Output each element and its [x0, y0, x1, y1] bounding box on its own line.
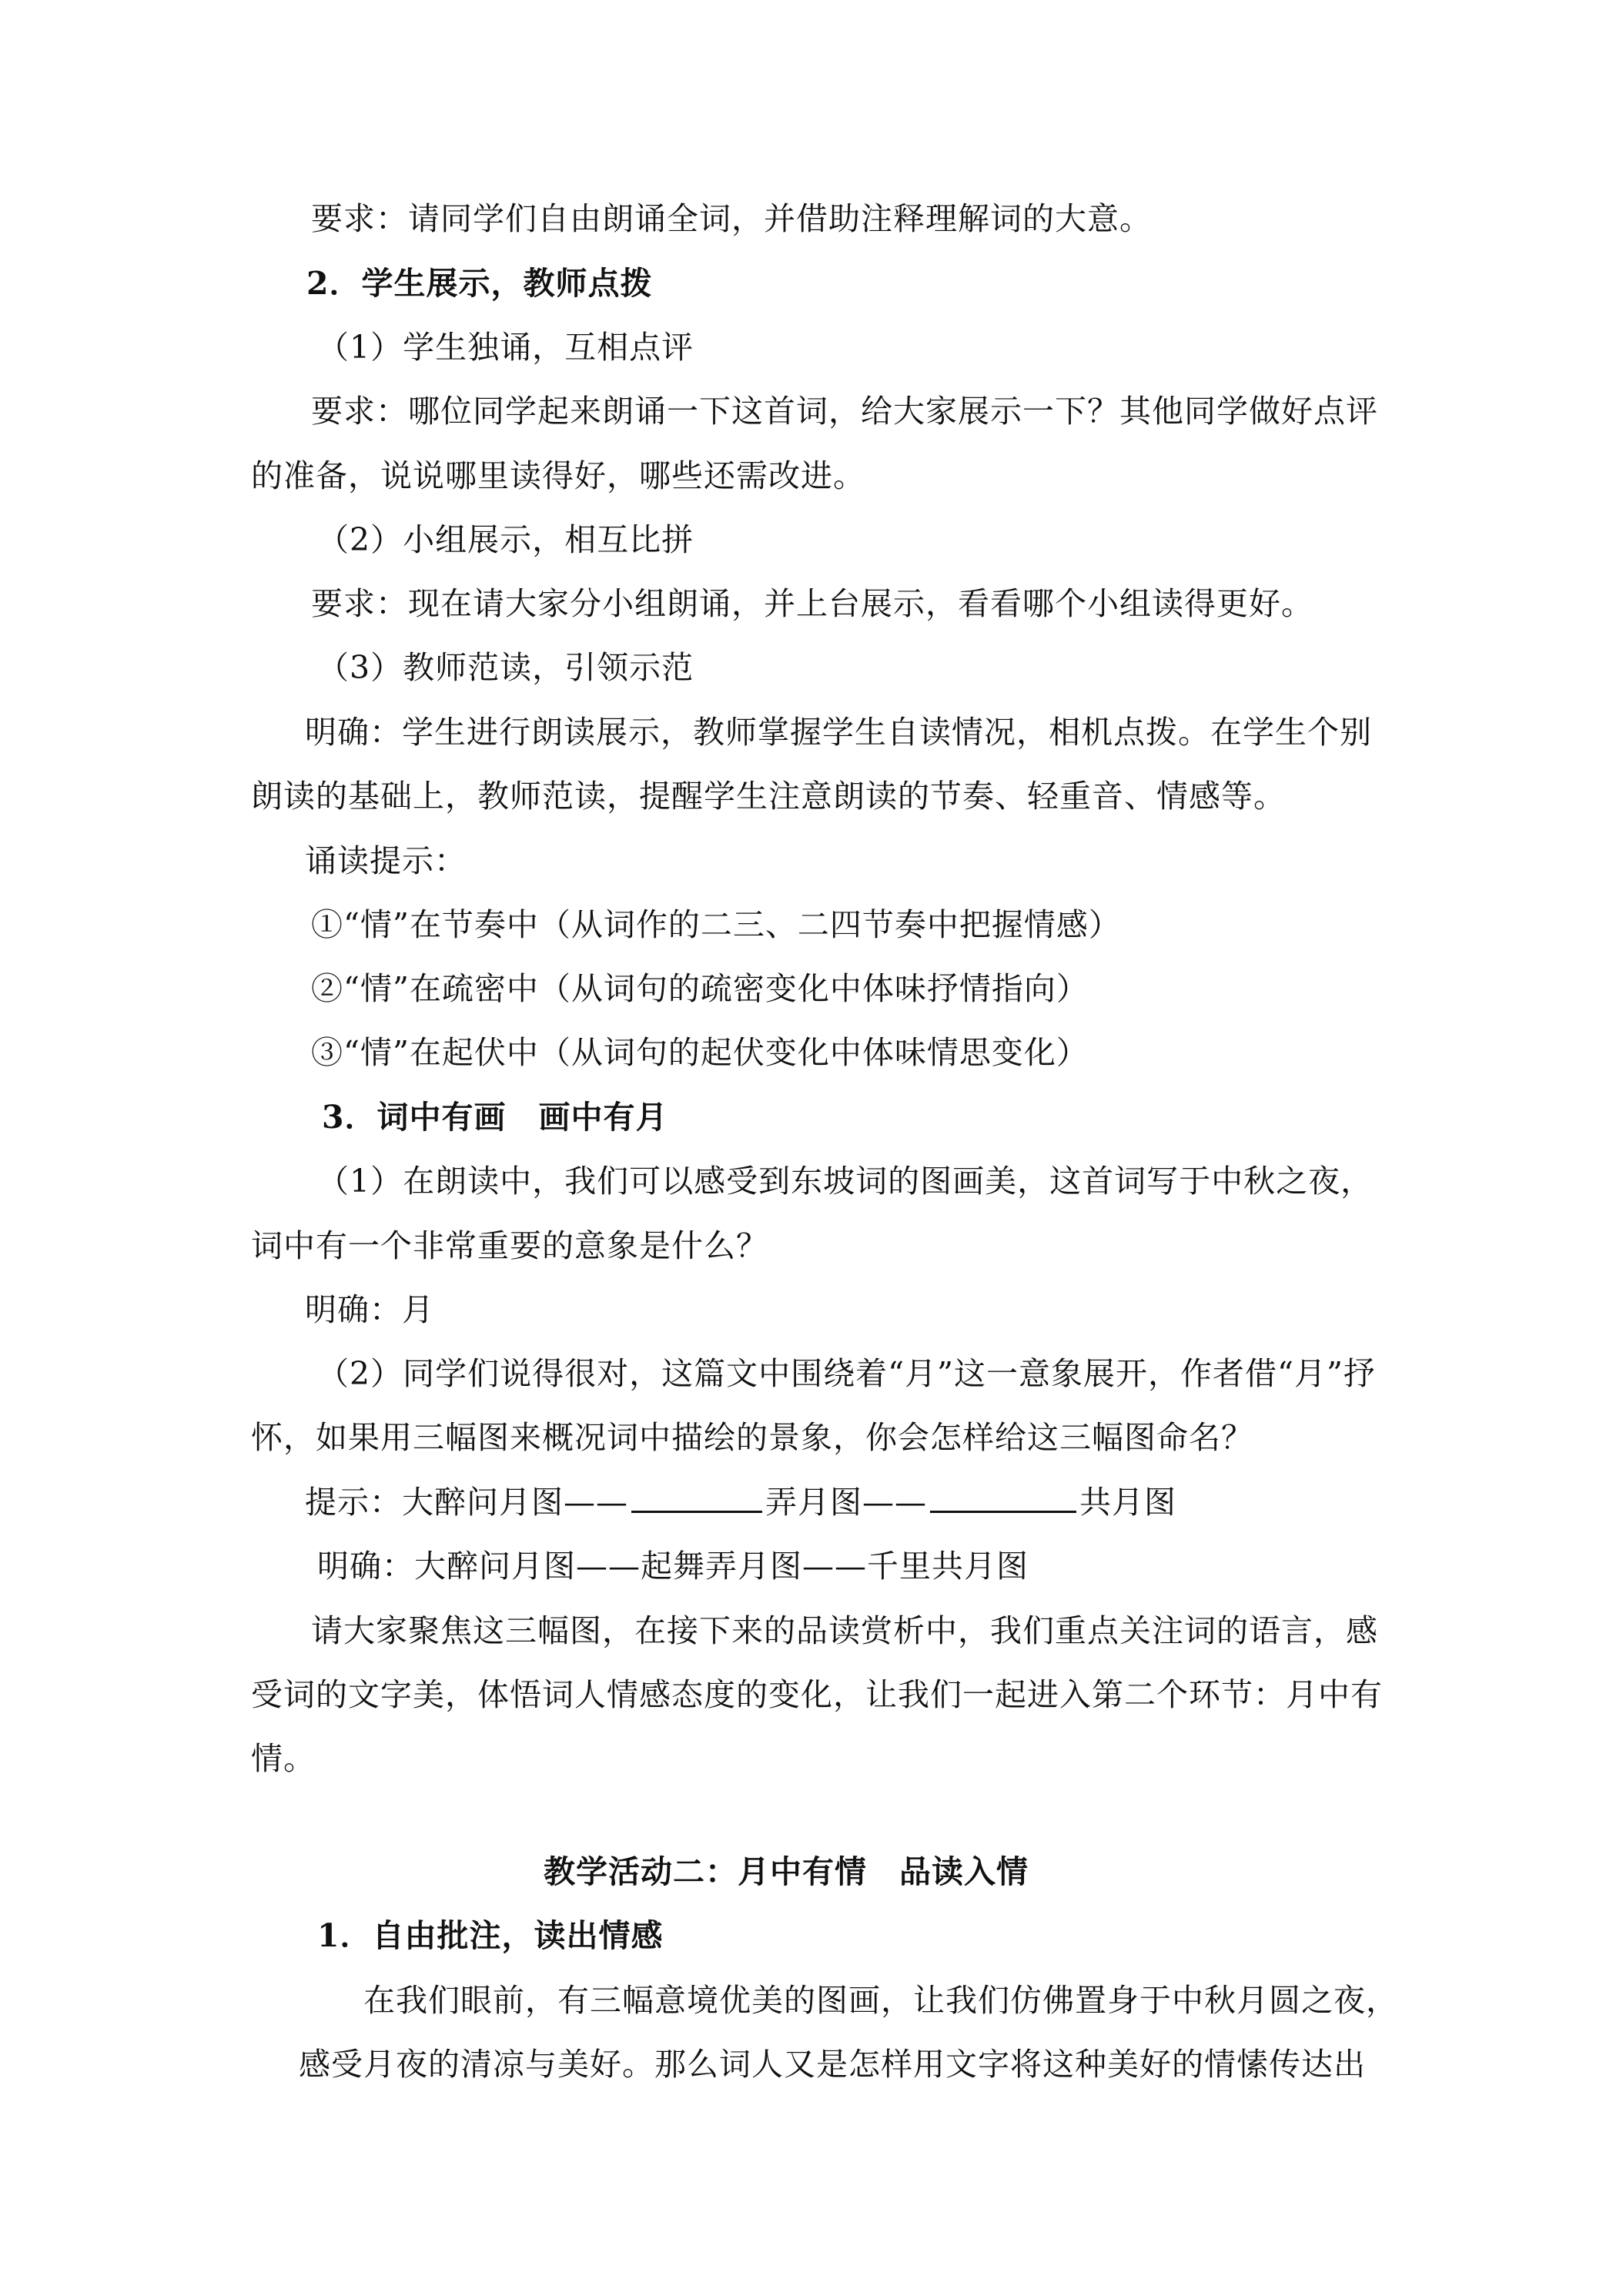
hint-text: 提示：大醉问月图——	[305, 1484, 628, 1521]
hint-text: 共月图	[1079, 1484, 1176, 1521]
list-item: ③“情”在起伏中（从词句的起伏变化中体味情思变化）	[311, 1034, 1089, 1071]
paragraph-line: 情。	[251, 1740, 316, 1777]
paragraph-line: 感受月夜的清凉与美好。那么词人又是怎样用文字将这种美好的情愫传达出	[299, 2046, 1366, 2083]
subheading-line: （1）学生独诵，互相点评	[317, 329, 694, 366]
paragraph-line: 在我们眼前，有三幅意境优美的图画，让我们仿佛置身于中秋月圆之夜，	[363, 1982, 1398, 2019]
list-item: ②“情”在疏密中（从词句的疏密变化中体味抒情指向）	[311, 970, 1089, 1007]
paragraph-line: 明确：学生进行朗读展示，教师掌握学生自读情况，相机点拨。在学生个别	[305, 714, 1372, 751]
paragraph-line: 朗读的基础上，教师范读，提醒学生注意朗读的节奏、轻重音、情感等。	[251, 778, 1286, 815]
paragraph-line: （1）在朗读中，我们可以感受到东坡词的图画美，这首词写于中秋之夜，	[317, 1163, 1374, 1200]
list-item: ①“情”在节奏中（从词作的二三、二四节奏中把握情感）	[311, 906, 1121, 943]
paragraph-line: 怀，如果用三幅图来概况词中描绘的景象，你会怎样给这三幅图命名？	[251, 1419, 1253, 1456]
paragraph-line: 要求：哪位同学起来朗诵一下这首词，给大家展示一下？其他同学做好点评	[311, 393, 1378, 430]
subheading-line: （3）教师范读，引领示范	[317, 649, 694, 686]
paragraph-line: 明确：大醉问月图——起舞弄月图——千里共月图	[317, 1548, 1029, 1585]
fill-in-blank	[930, 1480, 1076, 1513]
paragraph-line: 受词的文字美，体悟词人情感态度的变化，让我们一起进入第二个环节：月中有	[251, 1676, 1383, 1713]
section-heading: 1．自由批注，读出情感	[317, 1917, 664, 1954]
section-heading: 3．词中有画 画中有月	[322, 1099, 668, 1136]
paragraph-line: 要求：请同学们自由朗诵全词，并借助注释理解词的大意。	[311, 200, 1152, 237]
paragraph-line: 词中有一个非常重要的意象是什么？	[251, 1227, 768, 1264]
paragraph-line: 诵读提示：	[305, 842, 467, 879]
paragraph-line: （2）同学们说得很对，这篇文中围绕着“月”这一意象展开，作者借“月”抒	[317, 1355, 1376, 1392]
paragraph-line: 的准备，说说哪里读得好，哪些还需改进。	[251, 457, 865, 494]
paragraph-line: 要求：现在请大家分小组朗诵，并上台展示，看看哪个小组读得更好。	[311, 585, 1313, 622]
subheading-line: （2）小组展示，相互比拼	[317, 521, 694, 558]
paragraph-line: 请大家聚焦这三幅图，在接下来的品读赏析中，我们重点关注词的语言，感	[311, 1612, 1378, 1649]
section-heading: 2．学生展示，教师点拨	[306, 265, 653, 302]
hint-text: 弄月图——	[765, 1484, 927, 1521]
hint-line	[305, 1480, 1176, 1523]
fill-in-blank	[631, 1480, 762, 1513]
paragraph-line: 明确：月	[305, 1291, 434, 1328]
activity-heading: 教学活动二：月中有情 品读入情	[544, 1853, 1029, 1890]
